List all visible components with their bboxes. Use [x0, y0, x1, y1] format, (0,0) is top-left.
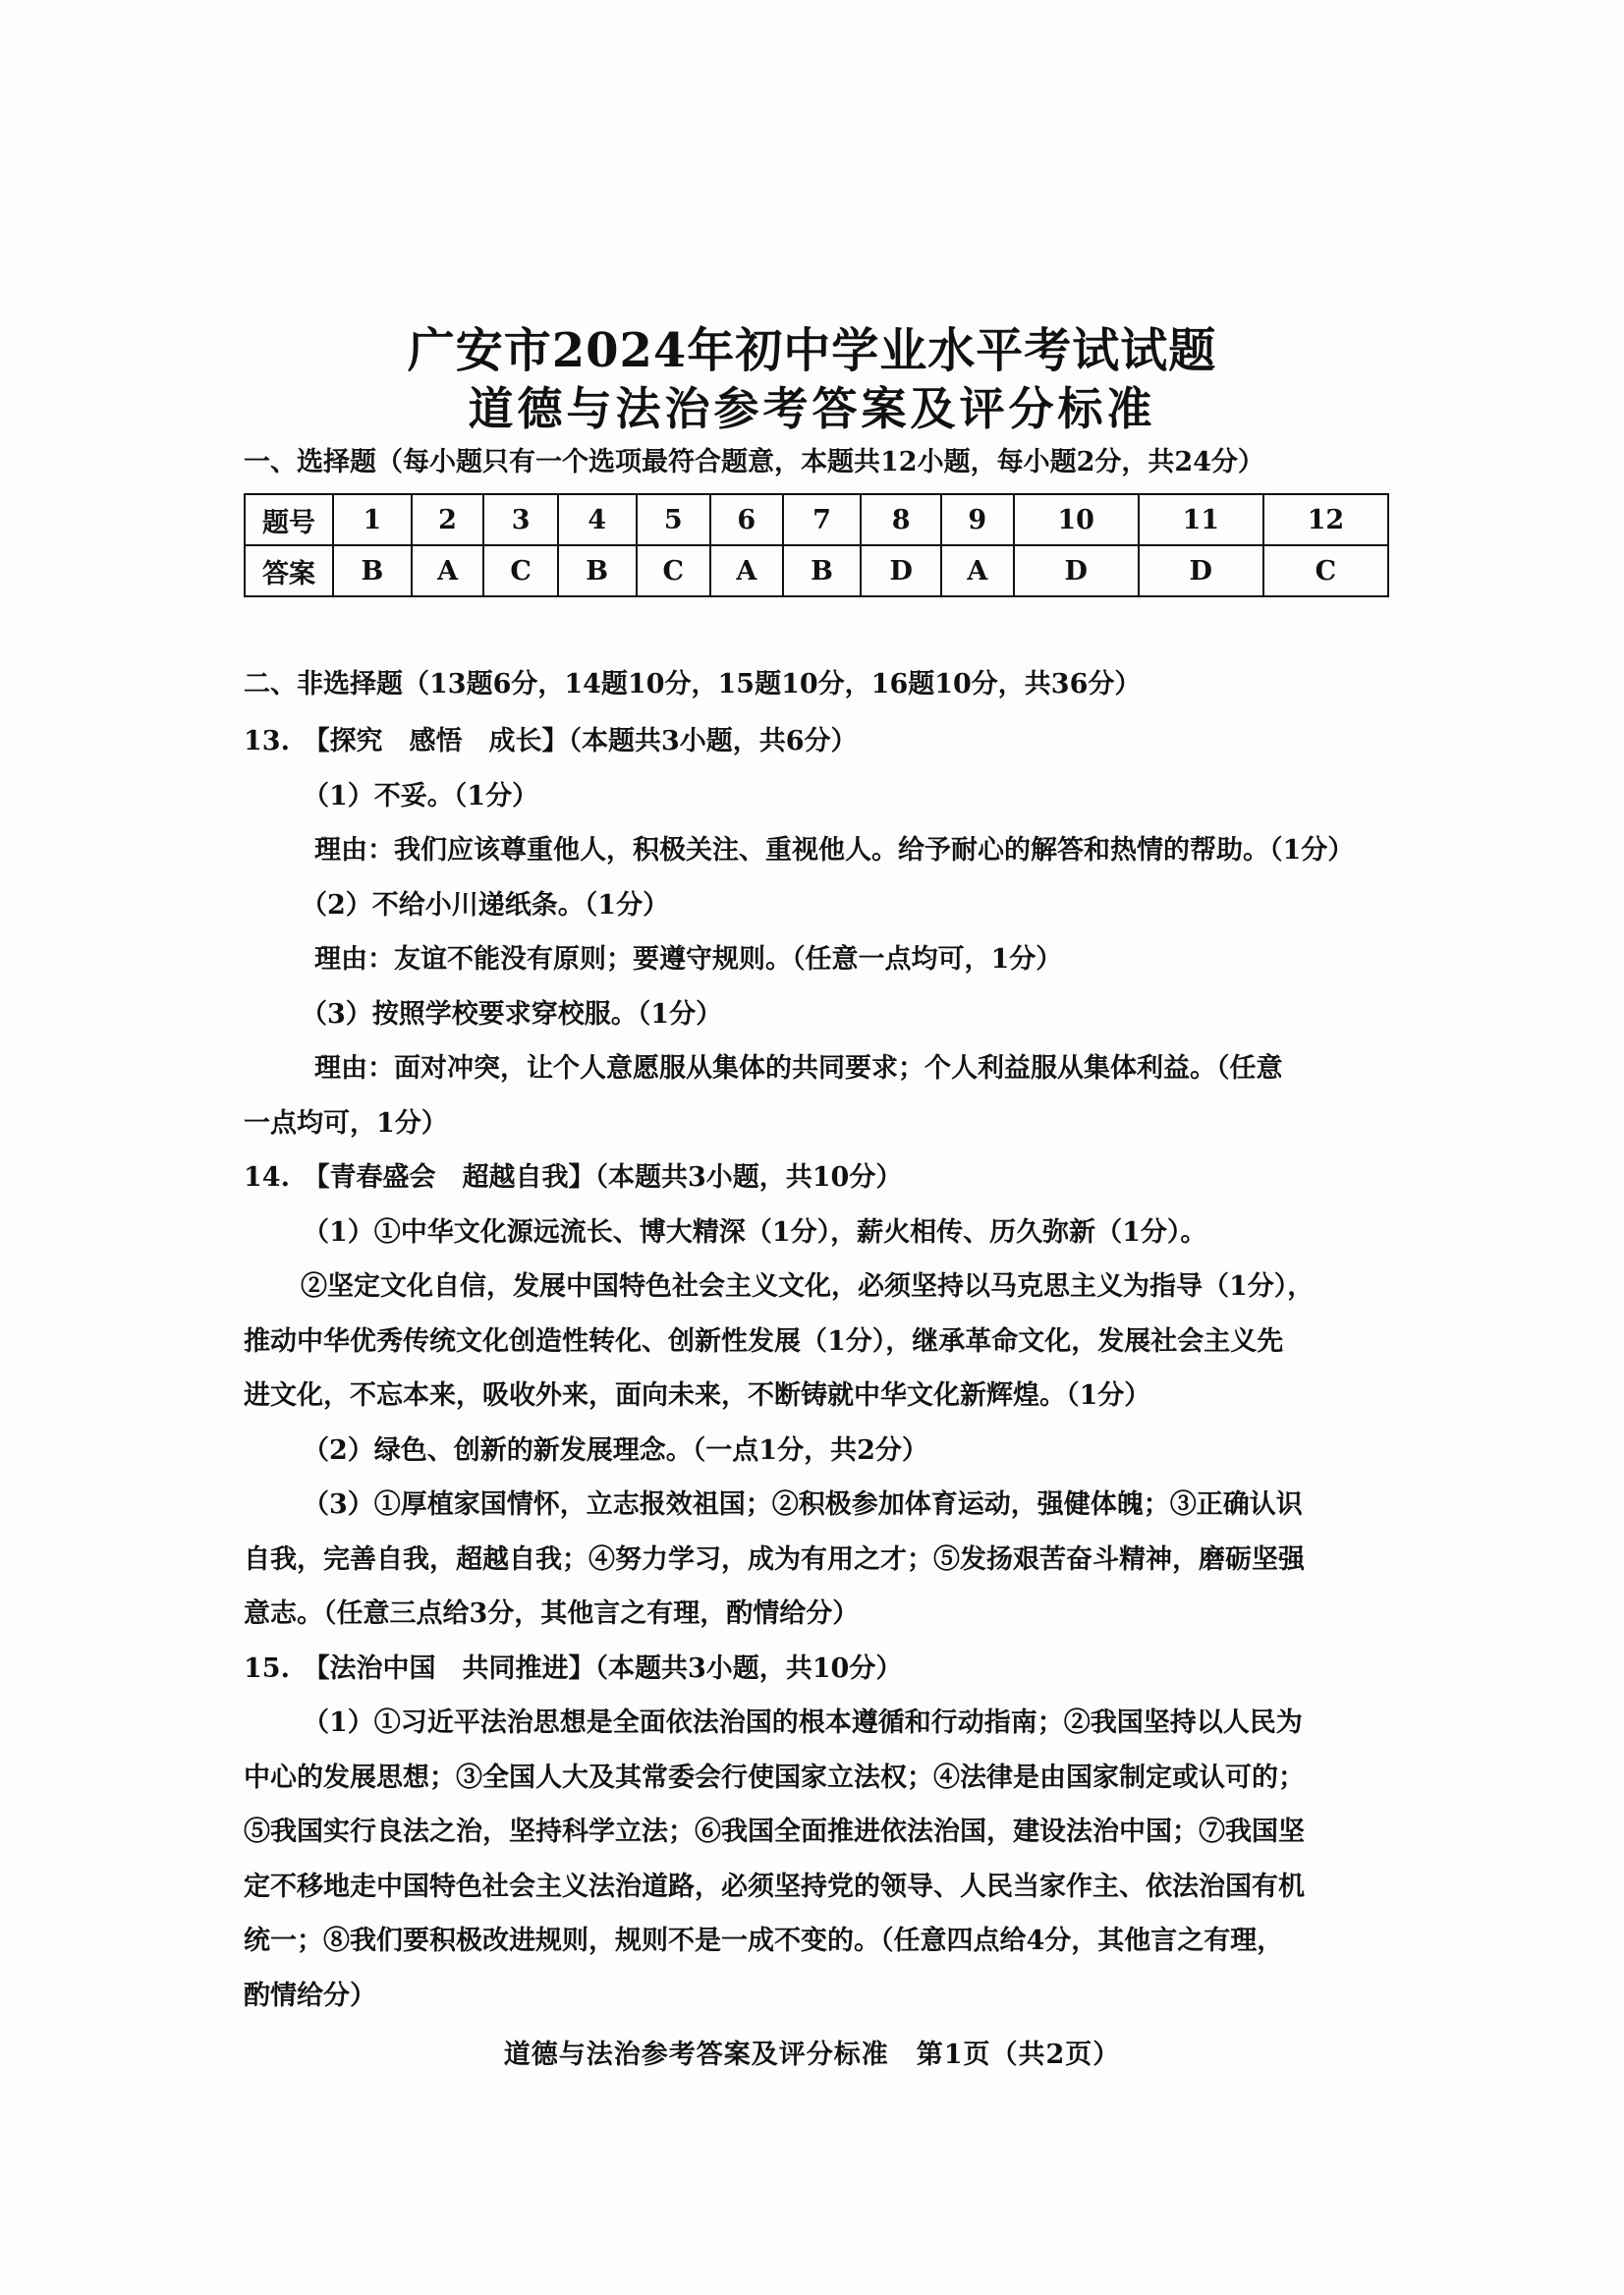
q14-answer-1b-line3: 进文化，不忘本来，吸收外来，面向未来，不断铸就中华文化新辉煌。（1分）	[244, 1380, 1151, 1411]
question-number-cell: 12	[1263, 494, 1388, 545]
q15-title: 15. 【法治中国 共同推进】（本题共3小题，共10分）	[244, 1652, 903, 1684]
q14-answer-2: （2）绿色、创新的新发展理念。（一点1分，共2分）	[303, 1434, 928, 1466]
answer-cell: A	[710, 545, 783, 596]
q13-answer-2: （2）不给小川递纸条。（1分）	[301, 889, 670, 921]
section1-heading: 一、选择题（每小题只有一个选项最符合题意，本题共12小题，每小题2分，共24分）	[244, 447, 1264, 477]
document-subtitle: 道德与法治参考答案及评分标准	[468, 382, 1156, 435]
question-number-cell: 1	[333, 494, 412, 545]
answer-cell: B	[783, 545, 862, 596]
question-number-cell: 10	[1014, 494, 1139, 545]
q14-answer-3-line2: 自我，完善自我，超越自我；④努力学习，成为有用之才；⑤发扬艰苦奋斗精神，磨砺坚强	[244, 1543, 1305, 1575]
answer-cell: C	[1263, 545, 1388, 596]
q13-reason-1: 理由：我们应该尊重他人，积极关注、重视他人。给予耐心的解答和热情的帮助。（1分）	[314, 835, 1355, 866]
q15-answer-1-line3: ⑤我国实行良法之治，坚持科学立法；⑥我国全面推进依法治国，建设法治中国；⑦我国坚	[244, 1817, 1305, 1847]
section2-body	[244, 714, 1393, 2023]
row-label-number: 题号	[245, 494, 333, 545]
question-number-cell: 5	[637, 494, 710, 545]
q14-answer-1b-line1: ②坚定文化自信，发展中国特色社会主义文化，必须坚持以马克思主义为指导（1分），	[301, 1271, 1315, 1302]
q15-answer-1-line5: 统一；⑧我们要积极改进规则，规则不是一成不变的。（任意四点给4分，其他言之有理，	[244, 1926, 1284, 1956]
q14-title: 14. 【青春盛会 超越自我】（本题共3小题，共10分）	[244, 1162, 903, 1193]
answer-cell: D	[1014, 545, 1139, 596]
answer-cell: D	[1139, 545, 1263, 596]
answer-cell: C	[637, 545, 710, 596]
document-title: 广安市2024年初中学业水平考试试题	[407, 323, 1217, 378]
question-number-cell: 8	[861, 494, 941, 545]
question-number-cell: 2	[412, 494, 484, 545]
question-number-cell: 4	[558, 494, 637, 545]
answer-cell: B	[333, 545, 412, 596]
q13-reason-2: 理由：友谊不能没有原则；要遵守规则。（任意一点均可，1分）	[314, 944, 1063, 975]
answer-table	[244, 493, 1389, 597]
q15-answer-1-line4: 定不移地走中国特色社会主义法治道路，必须坚持党的领导、人民当家作主、依法治国有机	[244, 1871, 1305, 1902]
q14-answer-1b-line2: 推动中华优秀传统文化创造性转化、创新性发展（1分），继承革命文化，发展社会主义先	[244, 1325, 1284, 1357]
q14-answer-3-line1: （3）①厚植家国情怀，立志报效祖国；②积极参加体育运动，强健体魄；③正确认识	[303, 1489, 1303, 1520]
question-number-cell: 3	[483, 494, 557, 545]
q13-title: 13. 【探究 感悟 成长】（本题共3小题，共6分）	[244, 726, 858, 756]
q15-answer-1-line1: （1）①习近平法治思想是全面依法治国的根本遵循和行动指南；②我国坚持以人民为	[303, 1707, 1303, 1738]
row-label-answer: 答案	[245, 545, 333, 596]
q15-answer-1-line6: 酌情给分）	[244, 1980, 376, 2011]
answer-cell: D	[861, 545, 941, 596]
question-number-cell: 9	[941, 494, 1014, 545]
q14-answer-3-line3: 意志。（任意三点给3分，其他言之有理，酌情给分）	[244, 1598, 860, 1629]
page-footer: 道德与法治参考答案及评分标准 第1页（共2页）	[503, 2040, 1121, 2070]
q13-reason-3-line1: 理由：面对冲突，让个人意愿服从集体的共同要求；个人利益服从集体利益。（任意	[314, 1053, 1283, 1084]
q13-answer-3: （3）按照学校要求穿校服。（1分）	[301, 998, 723, 1030]
answer-cell: A	[941, 545, 1014, 596]
answer-table-answer-row	[245, 545, 1388, 596]
answer-table-number-row	[245, 494, 1388, 545]
question-number-cell: 6	[710, 494, 783, 545]
q14-answer-1: （1）①中华文化源远流长、博大精深（1分），薪火相传、历久弥新（1分）。	[303, 1216, 1207, 1248]
answer-cell: C	[483, 545, 557, 596]
q13-answer-1: （1）不妥。（1分）	[303, 780, 539, 812]
question-number-cell: 7	[783, 494, 862, 545]
answer-cell: B	[558, 545, 637, 596]
q15-answer-1-line2: 中心的发展思想；③全国人大及其常委会行使国家立法权；④法律是由国家制定或认可的；	[244, 1762, 1305, 1793]
question-number-cell: 11	[1139, 494, 1263, 545]
section2-heading: 二、非选择题（13题6分，14题10分，15题10分，16题10分，共36分）	[244, 669, 1142, 700]
answer-cell: A	[412, 545, 484, 596]
q13-reason-3-line2: 一点均可，1分）	[244, 1107, 448, 1139]
